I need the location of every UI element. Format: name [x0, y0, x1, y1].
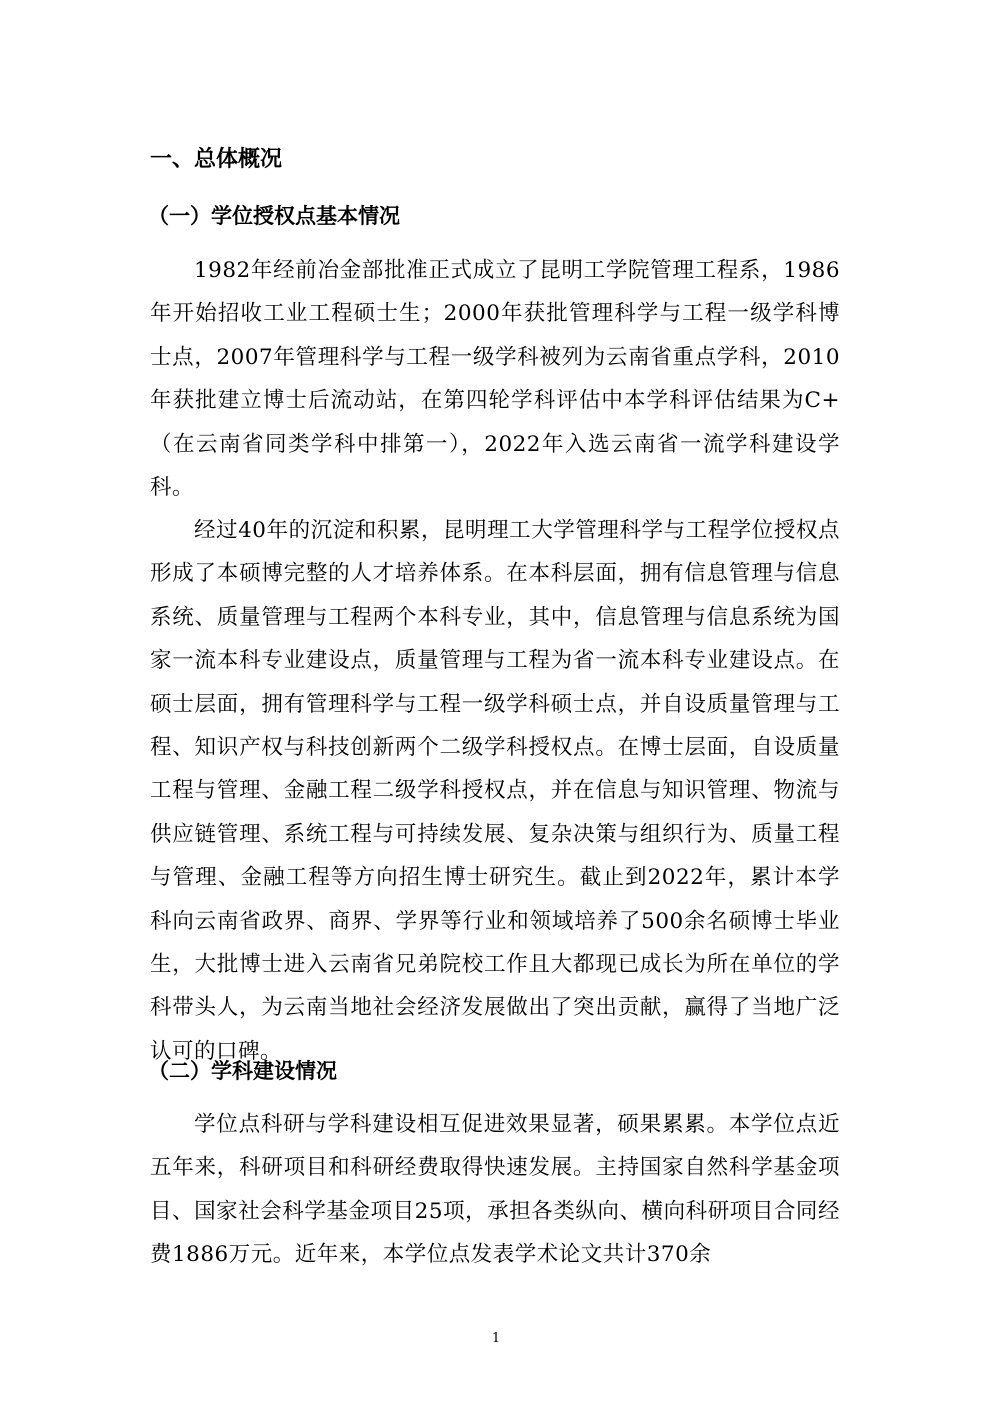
section-title: 一、总体概况 [150, 147, 283, 172]
subsection-1-title: （一）学位授权点基本情况 [148, 204, 400, 228]
subsection-2-paragraph-1: 学位点科研与学科建设相互促进效果显著，硕果累累。本学位点近五年来，科研项目和科研经费取得快速发展。主持国家自然科学基金项目、国家社会科学基金项目25项，承担各类纵向、横向科研项目合同经费1886万元。近年来，本学位点发表学术论文共计370余 [150, 1112, 840, 1268]
subsection-2-title: （二）学科建设情况 [148, 1059, 337, 1083]
page-number: 1 [491, 1331, 501, 1346]
subsection-1-paragraph-1: 1982年经前冶金部批准正式成立了昆明工学院管理工程系，1986年开始招收工业工程硕士生；2000年获批管理科学与工程一级学科博士点，2007年管理科学与工程一级学科被列为云南省重点学科，2010年获批建立博士后流动站，在第四轮学科评估中本学科评估结果为C+（在云南省同类学科中排第一），2022年入选云南省一流学科建设学科。 [150, 258, 840, 501]
subsection-1-paragraph-2: 经过40年的沉淀和积累，昆明理工大学管理科学与工程学位授权点形成了本硕博完整的人才培养体系。在本科层面，拥有信息管理与信息系统、质量管理与工程两个本科专业，其中，信息管理与信息系统为国家一流本科专业建设点，质量管理与工程为省一流本科专业建设点。在硕士层面，拥有管理科学与工程一级学科硕士点，并自设质量管理与工程、知识产权与科技创新两个二级学科授权点。在博士层面，自设质量工程与管理、金融工程二级学科授权点，并在信息与知识管理、物流与供应链管理、系统工程与可持续发展、复杂决策与组织行为、质量工程与管理、金融工程等方向招生博士研究生。截止到2022年，累计本学科向云南省政界、商界、学界等行业和领域培养了500余名硕博士毕业生，大批博士进入云南省兄弟院校工作且大都现已成长为所在单位的学科带头人，为云南当地社会经济发展做出了突出贡献，赢得了当地广泛认可的口碑。 [150, 518, 840, 1064]
